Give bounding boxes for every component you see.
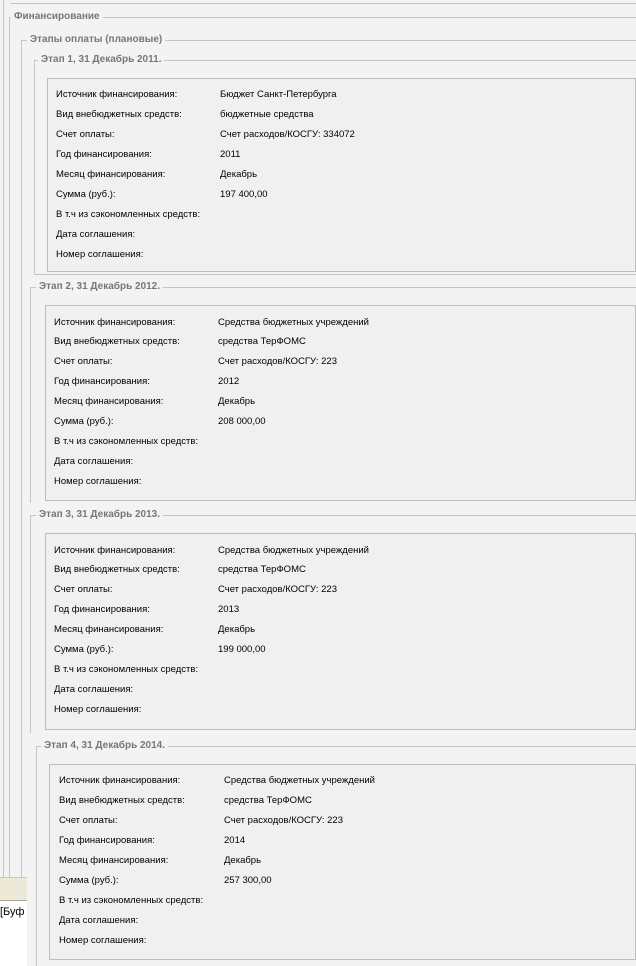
sum-label: Сумма (руб.): <box>54 644 114 655</box>
month-label: Месяц финансирования: <box>56 169 166 180</box>
month-value: Декабрь <box>218 396 256 407</box>
agreement-date-label: Дата соглашения: <box>54 456 134 467</box>
stage-details <box>47 78 636 272</box>
saved-label: В т.ч из сэкономленных средств: <box>54 436 199 447</box>
taskbar-strip <box>0 877 27 901</box>
stage-frame-left <box>34 60 35 274</box>
extra-budget-label: Вид внебюджетных средств: <box>54 336 180 347</box>
account-value: Счет расходов/КОСГУ: 223 <box>218 584 337 595</box>
source-label: Источник финансирования: <box>59 775 181 786</box>
year-label: Год финансирования: <box>59 835 155 846</box>
saved-label: В т.ч из сэкономленных средств: <box>56 209 201 220</box>
account-label: Счет оплаты: <box>54 584 113 595</box>
stage-title: Этап 1, 31 Декабрь 2011. <box>38 54 164 66</box>
planned-title: Этапы оплаты (плановые) <box>27 34 165 46</box>
month-label: Месяц финансирования: <box>54 396 164 407</box>
saved-label: В т.ч из сэкономленных средств: <box>54 664 199 675</box>
sum-label: Сумма (руб.): <box>59 875 119 886</box>
stage-title: Этап 3, 31 Декабрь 2013. <box>36 509 163 521</box>
account-label: Счет оплаты: <box>54 356 113 367</box>
taskbar-fragment <box>0 877 27 966</box>
sum-label: Сумма (руб.): <box>54 416 114 427</box>
account-label: Счет оплаты: <box>56 129 115 140</box>
account-value: Счет расходов/КОСГУ: 223 <box>218 356 337 367</box>
agreement-date-label: Дата соглашения: <box>56 229 136 240</box>
account-value: Счет расходов/КОСГУ: 334072 <box>220 129 355 140</box>
stage-frame-left <box>30 515 31 733</box>
section-frame-left <box>9 17 10 877</box>
extra-budget-value: средства ТерФОМС <box>218 564 306 575</box>
outer-frame-left <box>3 0 4 877</box>
source-value: Средства бюджетных учреждений <box>218 545 369 556</box>
extra-budget-value: бюджетные средства <box>220 109 314 120</box>
extra-budget-value: средства ТерФОМС <box>218 336 306 347</box>
account-label: Счет оплаты: <box>59 815 118 826</box>
extra-budget-label: Вид внебюджетных средств: <box>59 795 185 806</box>
stage-details <box>49 764 636 960</box>
sum-value: 199 000,00 <box>218 644 266 655</box>
extra-budget-value: средства ТерФОМС <box>224 795 312 806</box>
agreement-no-label: Номер соглашения: <box>56 249 144 260</box>
top-divider <box>10 3 636 4</box>
year-value: 2011 <box>220 149 241 160</box>
stage-title: Этап 2, 31 Декабрь 2012. <box>36 281 163 293</box>
source-value: Средства бюджетных учреждений <box>224 775 375 786</box>
account-value: Счет расходов/КОСГУ: 223 <box>224 815 343 826</box>
month-value: Декабрь <box>224 855 262 866</box>
stage-frame-left <box>30 287 31 503</box>
year-label: Год финансирования: <box>54 604 150 615</box>
extra-budget-label: Вид внебюджетных средств: <box>56 109 182 120</box>
agreement-date-label: Дата соглашения: <box>59 915 139 926</box>
source-label: Источник финансирования: <box>54 545 176 556</box>
agreement-no-label: Номер соглашения: <box>59 935 147 946</box>
sum-value: 257 300,00 <box>224 875 272 886</box>
source-label: Источник финансирования: <box>54 317 176 328</box>
stage-frame-left <box>36 746 37 966</box>
month-value: Декабрь <box>218 624 256 635</box>
taskbar-button-clipboard[interactable]: [Буф <box>0 906 25 918</box>
source-value: Средства бюджетных учреждений <box>218 317 369 328</box>
stage-details <box>45 533 636 730</box>
sum-value: 208 000,00 <box>218 416 266 427</box>
month-value: Декабрь <box>220 169 258 180</box>
sum-label: Сумма (руб.): <box>56 189 116 200</box>
section-title: Финансирование <box>11 11 103 23</box>
saved-label: В т.ч из сэкономленных средств: <box>59 895 204 906</box>
agreement-no-label: Номер соглашения: <box>54 704 142 715</box>
year-value: 2012 <box>218 376 240 387</box>
stage-title: Этап 4, 31 Декабрь 2014. <box>41 740 168 752</box>
extra-budget-label: Вид внебюджетных средств: <box>54 564 180 575</box>
month-label: Месяц финансирования: <box>54 624 164 635</box>
section-frame-top <box>9 17 636 18</box>
year-label: Год финансирования: <box>54 376 150 387</box>
sum-value: 197 400,00 <box>220 189 268 200</box>
agreement-no-label: Номер соглашения: <box>54 476 142 487</box>
year-value: 2013 <box>218 604 240 615</box>
agreement-date-label: Дата соглашения: <box>54 684 134 695</box>
planned-frame-left <box>21 40 22 900</box>
year-value: 2014 <box>224 835 246 846</box>
month-label: Месяц финансирования: <box>59 855 169 866</box>
stage-frame-bottom <box>34 274 636 275</box>
year-label: Год финансирования: <box>56 149 152 160</box>
source-value: Бюджет Санкт-Петербурга <box>220 89 337 100</box>
stage-details <box>45 305 636 501</box>
source-label: Источник финансирования: <box>56 89 178 100</box>
